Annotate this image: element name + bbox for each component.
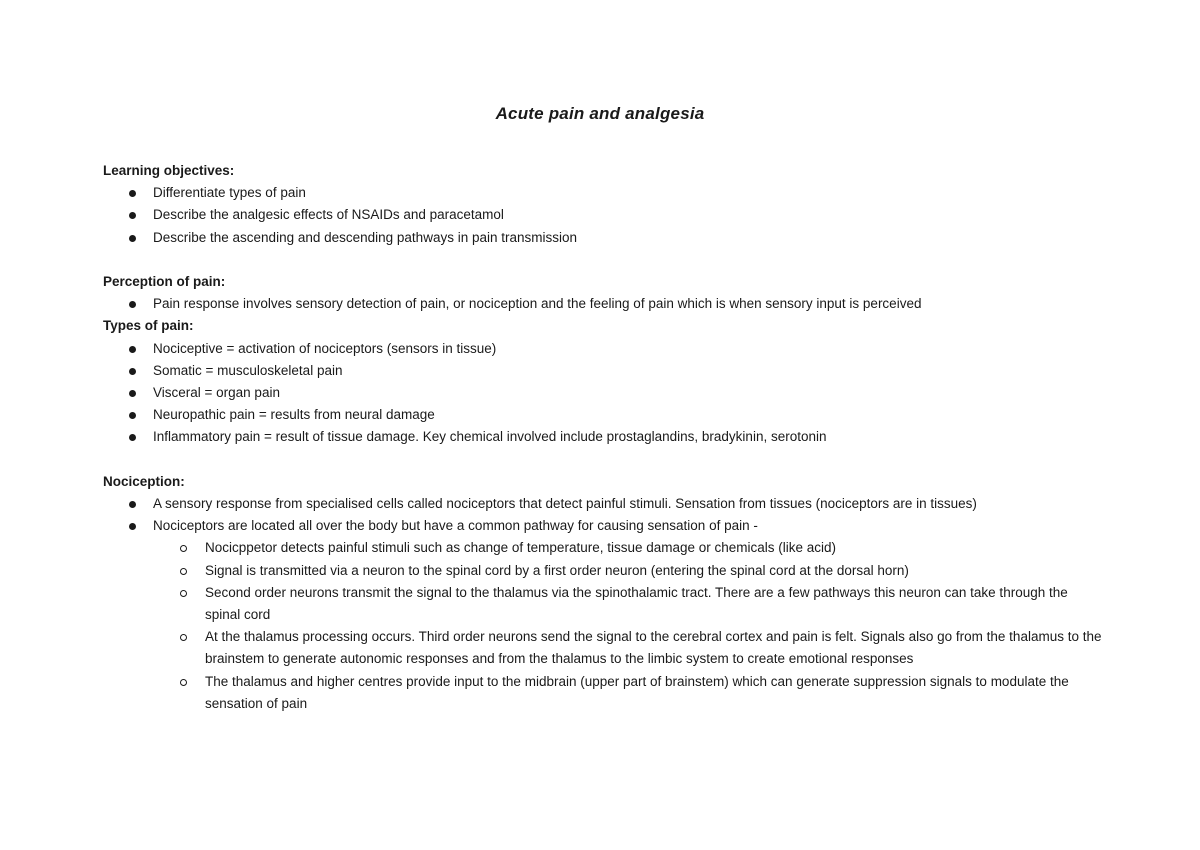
bullet-icon [129,346,136,353]
sub-list-item-text: Second order neurons transmit the signal to the thalamus via the spinothalamic tract. There are a few pathways this neuron can take through the spinal cord [205,584,1068,623]
sub-list-item [103,560,1103,582]
list-item-text: Somatic = musculoskeletal pain [153,362,343,378]
bullet-icon [129,523,136,530]
types-of-pain-list [103,338,1103,449]
list-item-text: Nociceptive = activation of nociceptors (sensors in tissue) [153,340,497,356]
sub-list-item-text: Nocicppetor detects painful stimuli such as change of temperature, tissue damage or chemicals (like acid) [205,540,837,556]
list-item-text: Differentiate types of pain [153,185,306,201]
sub-list-item [103,582,1103,626]
list-item [103,182,1103,204]
list-item [103,293,1103,315]
spacer [103,449,1103,471]
bullet-icon [129,501,136,508]
document-body [103,160,1103,715]
list-item-text: A sensory response from specialised cells called nociceptors that detect painful stimuli. Sensation from tissues (nociceptors are in tissues) [153,496,977,512]
bullet-icon [129,301,136,308]
list-item [103,404,1103,426]
types-of-pain-heading: Types of pain: [103,318,194,334]
list-item-text: Nociceptors are located all over the body but have a common pathway for causing sensation of pain - [153,518,758,534]
spacer [103,249,1103,271]
bullet-icon [129,434,136,441]
circle-bullet-icon [180,545,187,552]
bullet-icon [129,190,136,197]
list-item [103,204,1103,226]
list-item-text: Neuropathic pain = results from neural damage [153,407,435,423]
list-item-text: Inflammatory pain = result of tissue damage. Key chemical involved include prostaglandins, bradykinin, serotonin [153,429,827,445]
sub-list-item [103,671,1103,715]
nociception-heading: Nociception: [103,473,185,489]
list-item [103,426,1103,448]
sub-list-item-text: Signal is transmitted via a neuron to the spinal cord by a first order neuron (entering the spinal cord at the dorsal horn) [205,562,909,578]
sub-list-item [103,626,1103,670]
document-title: Acute pain and analgesia [495,104,705,123]
perception-list [103,293,1103,315]
circle-bullet-icon [180,679,187,686]
list-item [103,493,1103,515]
list-item-text: Describe the analgesic effects of NSAIDs and paracetamol [153,207,504,223]
bullet-icon [129,368,136,375]
nociception-sublist [103,537,1103,715]
nociception-list [103,493,1103,537]
list-item [103,227,1103,249]
circle-bullet-icon [180,634,187,641]
sub-list-item-text: The thalamus and higher centres provide input to the midbrain (upper part of brainstem) which can generate suppression signals to modulate the sensation of pain [205,673,1069,711]
bullet-icon [129,390,136,397]
list-item-text: Describe the ascending and descending pathways in pain transmission [153,229,578,245]
list-item-text: Visceral = organ pain [153,385,280,401]
list-item [103,360,1103,382]
bullet-icon [129,212,136,219]
sub-list-item [103,537,1103,559]
sub-list-item-text: At the thalamus processing occurs. Third order neurons send the signal to the cerebral cortex and pain is felt. Signals also go from the thalamus to the brainstem to generate autonomic responses and from the thalamus to the limbic system to create emotional responses [205,629,1102,667]
learning-objectives-list [103,182,1103,249]
list-item [103,515,1103,537]
learning-objectives-heading: Learning objectives: [103,163,235,178]
list-item-text: Pain response involves sensory detection of pain, or nociception and the feeling of pain which is when sensory input is perceived [153,296,922,312]
circle-bullet-icon [180,568,187,575]
perception-heading: Perception of pain: [103,274,226,289]
list-item [103,338,1103,360]
list-item [103,382,1103,404]
circle-bullet-icon [180,590,187,597]
bullet-icon [129,235,136,242]
bullet-icon [129,412,136,419]
